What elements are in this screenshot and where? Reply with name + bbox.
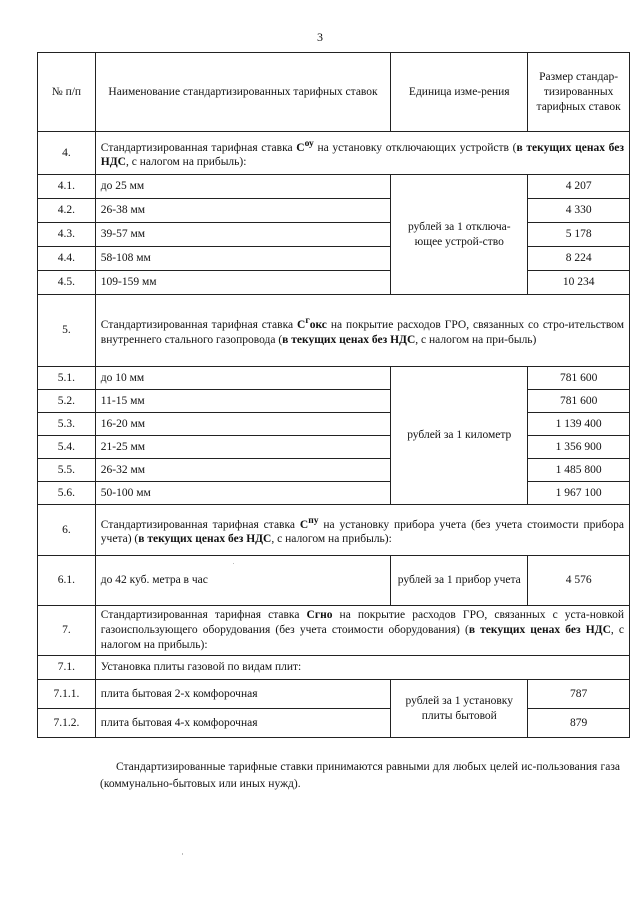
scan-mark	[182, 853, 183, 855]
row-name: 21-25 мм	[95, 436, 390, 459]
table-row	[38, 413, 630, 436]
row-name: 39-57 мм	[95, 223, 390, 247]
row-num: 4.1.	[38, 175, 96, 199]
section-num: 7.	[38, 606, 96, 656]
row-value: 8 224	[528, 247, 630, 271]
section-title: Стандартизированная тарифная ставка $C^{пу}$ на установку прибора учета (без учета стоимости прибора учета) (в текущих ценах без НДС, с налогом на прибыль):	[95, 505, 629, 556]
row-name: 26-32 мм	[95, 459, 390, 482]
row-value: 1 356 900	[528, 436, 630, 459]
row-num: 7.1.1.	[38, 680, 96, 709]
row-value: 4 207	[528, 175, 630, 199]
row-name: Установка плиты газовой по видам плит:	[95, 656, 629, 680]
table-header-row	[38, 53, 630, 132]
table-row	[38, 199, 630, 223]
row-name: до 10 мм	[95, 367, 390, 390]
row-name: 109-159 мм	[95, 271, 390, 295]
row-value: 4 576	[528, 556, 630, 606]
subsection-row	[38, 656, 630, 680]
row-num: 5.3.	[38, 413, 96, 436]
table-row	[38, 390, 630, 413]
header-num: № п/п	[38, 53, 96, 132]
row-name: 11-15 мм	[95, 390, 390, 413]
row-value: 1 139 400	[528, 413, 630, 436]
section-num: 5.	[38, 295, 96, 367]
unit-cell: рублей за 1 отключа-ющее устрой-ство	[391, 175, 528, 295]
row-num: 7.1.	[38, 656, 96, 680]
section-row-6	[38, 505, 630, 556]
row-value: 4 330	[528, 199, 630, 223]
table-row	[38, 223, 630, 247]
section-num: 6.	[38, 505, 96, 556]
unit-cell: рублей за 1 прибор учета	[391, 556, 528, 606]
page-number: 3	[317, 30, 323, 44]
row-value: 787	[528, 680, 630, 709]
table-row	[38, 482, 630, 505]
row-value: 1 967 100	[528, 482, 630, 505]
table-row	[38, 436, 630, 459]
row-name: 26-38 мм	[95, 199, 390, 223]
table-row	[38, 247, 630, 271]
row-name: плита бытовая 4-х комфорочная	[95, 709, 390, 738]
row-value: 10 234	[528, 271, 630, 295]
row-value: 781 600	[528, 390, 630, 413]
row-value: 879	[528, 709, 630, 738]
table-row	[38, 556, 630, 606]
row-num: 5.1.	[38, 367, 96, 390]
table-row	[38, 709, 630, 738]
unit-cell: рублей за 1 километр	[391, 367, 528, 505]
tariff-table	[37, 52, 630, 738]
table-row	[38, 367, 630, 390]
row-value: 5 178	[528, 223, 630, 247]
row-num: 5.2.	[38, 390, 96, 413]
table-row	[38, 271, 630, 295]
section-row-4	[38, 132, 630, 175]
row-num: 5.4.	[38, 436, 96, 459]
header-name: Наименование стандартизированных тарифных ставок	[95, 53, 390, 132]
row-num: 5.6.	[38, 482, 96, 505]
row-num: 4.4.	[38, 247, 96, 271]
header-size: Размер стандар-тизированных тарифных ставок	[528, 53, 630, 132]
section-title: Стандартизированная тарифная ставка $C^гокс$ на покрытие расходов ГРО, связанных со стро-ительством внутреннего стального газопровода (в текущих ценах без НДС, с налогом на при-быль)	[95, 295, 629, 367]
unit-cell: рублей за 1 установку плиты бытовой	[391, 680, 528, 738]
scan-mark	[233, 563, 234, 564]
row-num: 4.3.	[38, 223, 96, 247]
row-num: 6.1.	[38, 556, 96, 606]
section-row-5	[38, 295, 630, 367]
section-row-7	[38, 606, 630, 656]
row-name: до 42 куб. метра в час	[95, 556, 390, 606]
row-name: плита бытовая 2-х комфорочная	[95, 680, 390, 709]
footnote-text: Стандартизированные тарифные ставки принимаются равными для любых целей ис-пользования газа (коммунально-бытовых или иных нужд).	[100, 761, 620, 790]
row-num: 7.1.2.	[38, 709, 96, 738]
table-row	[38, 680, 630, 709]
table-row	[38, 459, 630, 482]
row-name: 16-20 мм	[95, 413, 390, 436]
row-value: 781 600	[528, 367, 630, 390]
section-num: 4.	[38, 132, 96, 175]
section-title: Стандартизированная тарифная ставка Сгно на покрытие расходов ГРО, связанных с уста-новкой газоиспользующего оборудования (без учета стоимости оборудования) (в текущих ценах без НДС, с налогом на прибыль):	[95, 606, 629, 656]
row-num: 4.5.	[38, 271, 96, 295]
row-name: до 25 мм	[95, 175, 390, 199]
row-num: 4.2.	[38, 199, 96, 223]
header-unit: Единица изме-рения	[391, 53, 528, 132]
section-title: Стандартизированная тарифная ставка $C^{оу}$ на установку отключающих устройств (в текущих ценах без НДС, с налогом на прибыль):	[95, 132, 629, 175]
row-num: 5.5.	[38, 459, 96, 482]
row-name: 50-100 мм	[95, 482, 390, 505]
table-row	[38, 175, 630, 199]
row-name: 58-108 мм	[95, 247, 390, 271]
row-value: 1 485 800	[528, 459, 630, 482]
